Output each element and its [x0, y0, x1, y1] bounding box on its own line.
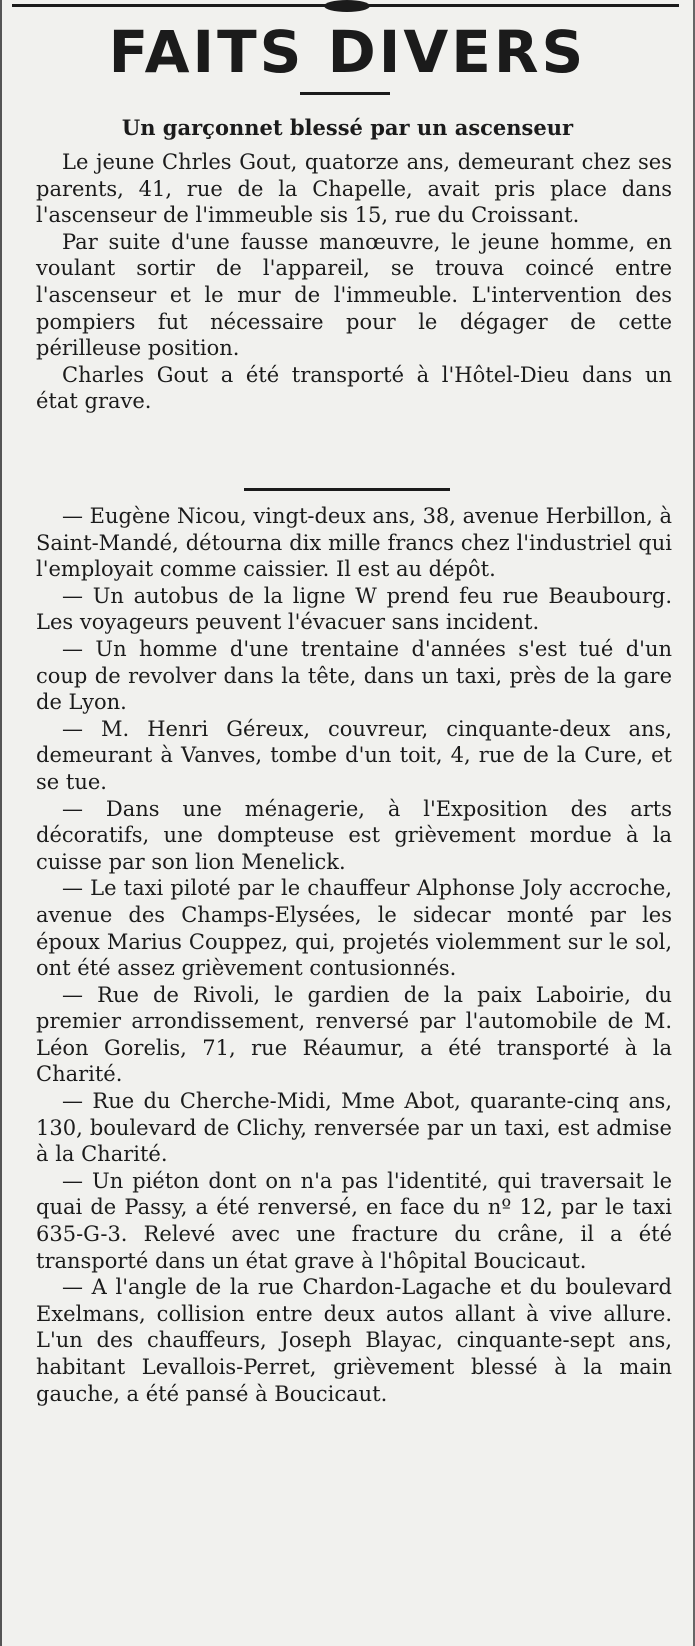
brief-news-list — [36, 503, 672, 1407]
brief-item: — Un autobus de la ligne W prend feu rue Beaubourg. Les voyageurs peuvent l'évacuer sans incident. — [36, 583, 672, 635]
brief-item: — Un homme d'une trentaine d'années s'est tué d'un coup de revolver dans la tête, dans un taxi, près de la gare de Lyon. — [36, 636, 672, 715]
brief-item: — Un piéton dont on n'a pas l'identité, qui traversait le quai de Passy, a été renversé, en face du nº 12, par le taxi 635-G-3. Relevé avec une fracture du crâne, il a été transporté dans un état grave à l'hôpital Boucicaut. — [36, 1168, 672, 1273]
section-title: FAITS DIVERS — [108, 18, 587, 86]
divider — [244, 488, 450, 491]
brief-item: — Rue de Rivoli, le gardien de la paix Laboirie, du premier arrondissement, renversé par l'automobile de M. Léon Gorelis, 71, rue Réaumur, a été transporté à la Charité. — [36, 982, 672, 1087]
brief-item: — Rue du Cherche-Midi, Mme Abot, quarante-cinq ans, 130, boulevard de Clichy, renversée par un taxi, est admise à la Charité. — [36, 1089, 672, 1167]
brief-item: — A l'angle de la rue Chardon-Lagache et du boulevard Exelmans, collision entre deux autos allant à vive allure. L'un des chauffeurs, Joseph Blayac, cinquante-sept ans, habitant Levallois-Perret, grièvement blessé à la main gauche, a été pansé à Boucicaut. — [36, 1275, 672, 1406]
brief-item: — Le taxi piloté par le chauffeur Alphonse Joly accroche, avenue des Champs-Elysées, le sidecar monté par les époux Marius Couppez, qui, projetés violemment sur le sol, ont été assez grièvement contusionnés. — [36, 876, 672, 981]
paragraph: Le jeune Chrles Gout, quatorze ans, demeurant chez ses parents, 41, rue de la Chapelle, avait pris place dans l'ascenseur de l'immeuble sis 15, rue du Croissant. — [36, 150, 672, 228]
brief-item: — M. Henri Géreux, couvreur, cinquante-deux ans, demeurant à Vanves, tombe d'un toit, 4, rue de la Cure, et se tue. — [36, 716, 672, 794]
paragraph: Charles Gout a été transporté à l'Hôtel-Dieu dans un état grave. — [36, 362, 672, 414]
paragraph: Par suite d'une fausse manœuvre, le jeune homme, en voulant sortir de l'appareil, se trouva coincé entre l'ascenseur et le mur de l'immeuble. L'intervention des pompiers fut nécessaire pour le dégager de cette périlleuse position. — [36, 229, 672, 361]
lead-article — [36, 149, 672, 415]
title-underline — [300, 92, 390, 95]
brief-item: — Eugène Nicou, vingt-deux ans, 38, avenue Herbillon, à Saint-Mandé, détourna dix mille francs chez l'industriel qui l'employait comme caissier. Il est au dépôt. — [36, 504, 673, 582]
article-headline: Un garçonnet blessé par un ascenseur — [121, 115, 574, 140]
brief-item: — Dans une ménagerie, à l'Exposition des arts décoratifs, une dompteuse est grièvement mordue à la cuisse par son lion Menelick. — [36, 796, 672, 874]
ornament — [324, 0, 370, 12]
